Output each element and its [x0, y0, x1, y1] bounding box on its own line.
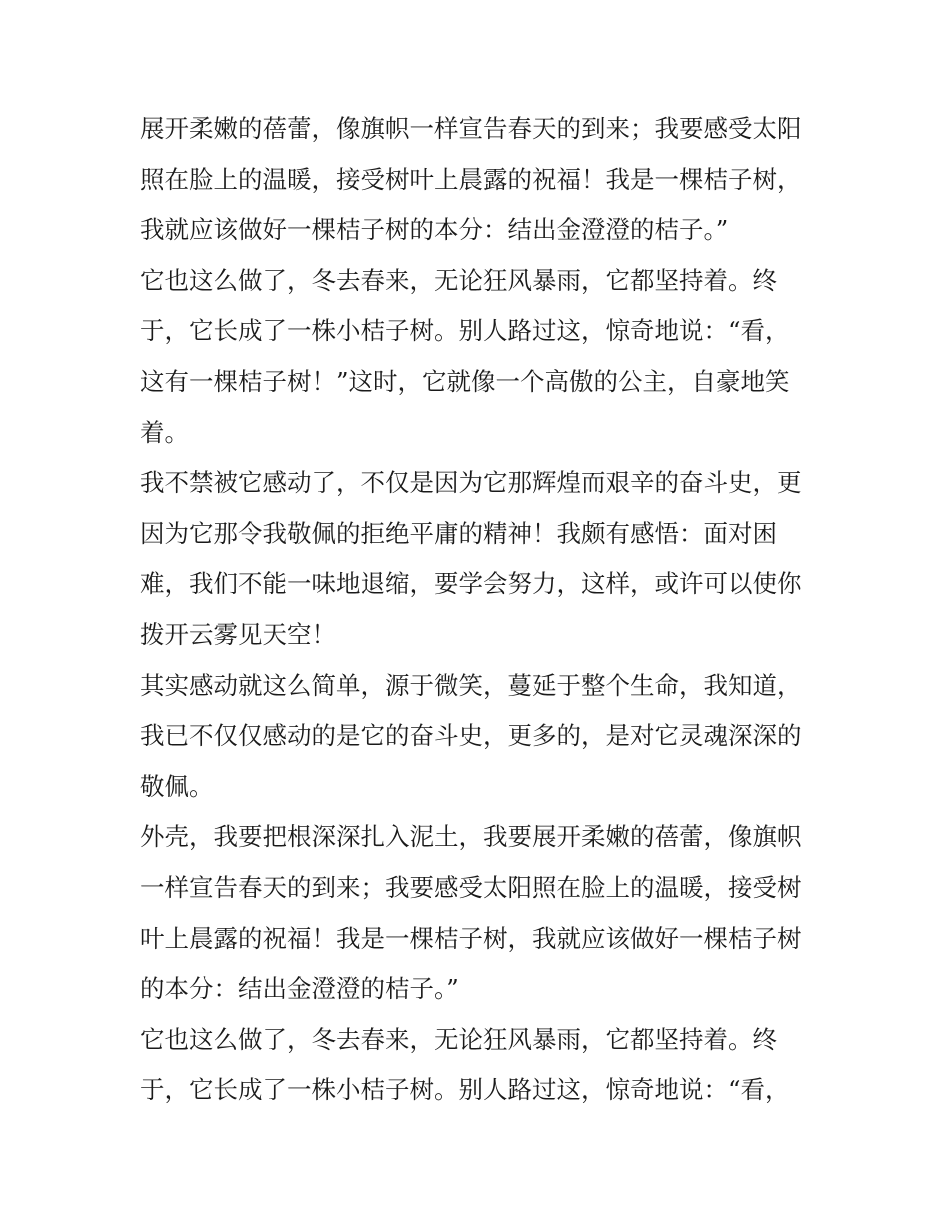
- text-line: 叶上晨露的祝福！我是一棵桔子树，我就应该做好一棵桔子树: [140, 923, 802, 953]
- text-line: 我不禁被它感动了，不仅是因为它那辉煌而艰辛的奋斗史，更: [140, 468, 802, 498]
- text-line: 它也这么做了，冬去春来，无论狂风暴雨，它都坚持着。终: [140, 265, 777, 295]
- text-line: 难，我们不能一味地退缩，要学会努力，这样，或许可以使你: [140, 569, 802, 599]
- text-line: 外壳，我要把根深深扎入泥土，我要展开柔嫩的蓓蕾，像旗帜: [140, 822, 802, 852]
- text-line: 展开柔嫩的蓓蕾，像旗帜一样宣告春天的到来；我要感受太阳: [140, 114, 802, 143]
- text-line: 敬佩。: [140, 771, 214, 801]
- text-line: 拨开云雾见天空！: [140, 619, 336, 649]
- text-line: 于，它长成了一株小桔子树。别人路过这，惊奇地说：“看，: [140, 1075, 790, 1105]
- text-line: 我就应该做好一棵桔子树的本分：结出金澄澄的桔子。”: [140, 215, 729, 245]
- text-line: 其实感动就这么简单，源于微笑，蔓延于整个生命，我知道，: [140, 670, 802, 700]
- text-line: 于，它长成了一株小桔子树。别人路过这，惊奇地说：“看，: [140, 316, 790, 346]
- text-line: 照在脸上的温暖，接受树叶上晨露的祝福！我是一棵桔子树，: [140, 164, 802, 194]
- text-line: 它也这么做了，冬去春来，无论狂风暴雨，它都坚持着。终: [140, 1024, 777, 1054]
- text-line: 的本分：结出金澄澄的桔子。”: [140, 974, 459, 1004]
- text-line: 一样宣告春天的到来；我要感受太阳照在脸上的温暖，接受树: [140, 872, 802, 902]
- text-line: 因为它那令我敬佩的拒绝平庸的精神！我颇有感悟：面对困: [140, 518, 777, 548]
- text-line: 这有一棵桔子树！”这时，它就像一个高傲的公主，自豪地笑: [140, 366, 790, 396]
- text-line: 着。: [140, 417, 189, 447]
- text-line: 我已不仅仅感动的是它的奋斗史，更多的，是对它灵魂深深的: [140, 721, 802, 751]
- document-body: [140, 104, 830, 1116]
